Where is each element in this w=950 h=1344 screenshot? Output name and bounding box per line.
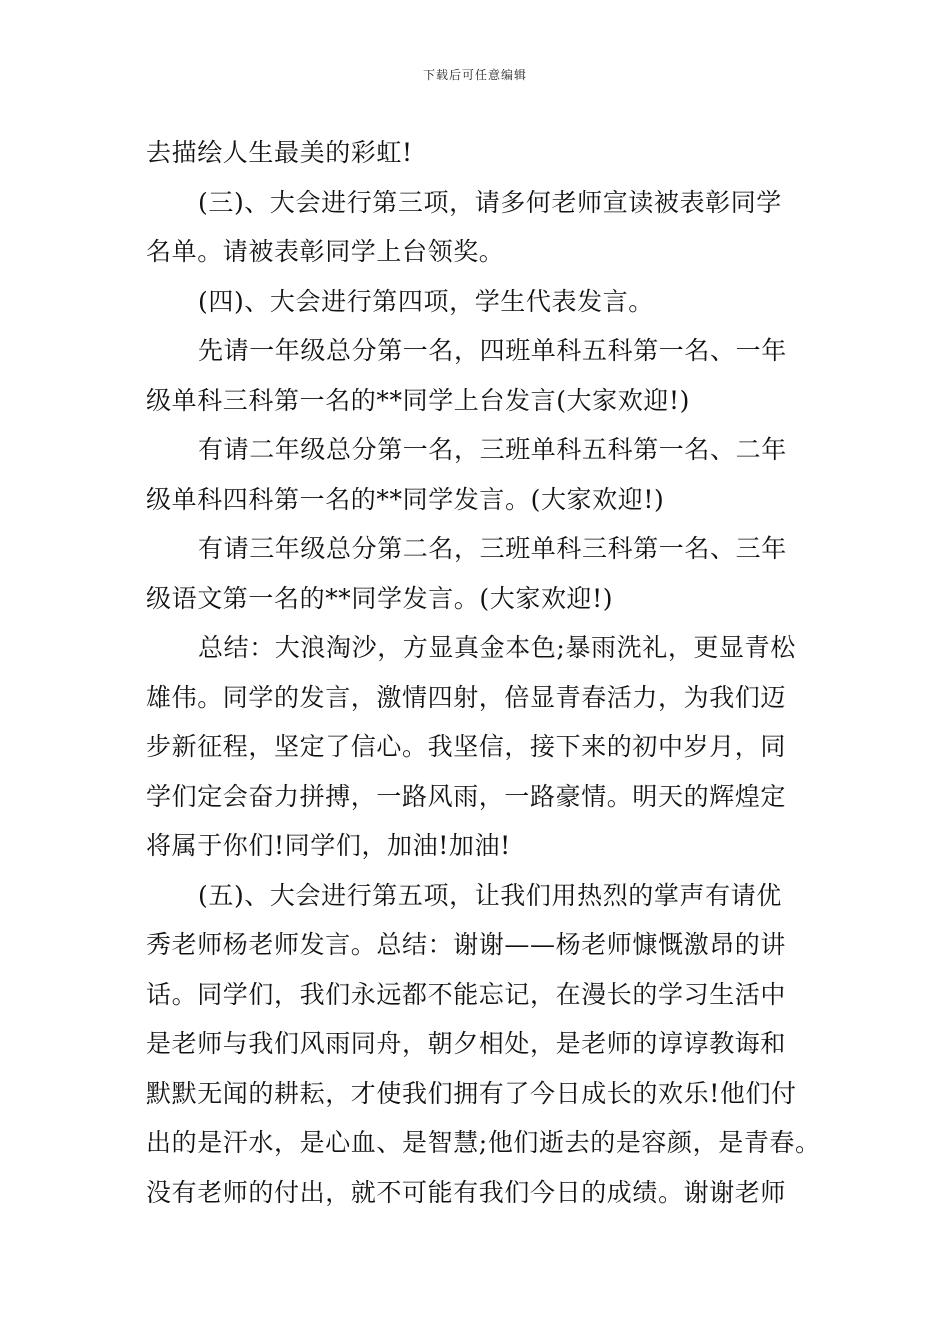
text-line: 默默无闻的耕耘，才使我们拥有了今日成长的欢乐!他们付: [146, 1078, 797, 1108]
body-text: [146, 128, 836, 1217]
text-line: 步新征程，坚定了信心。我坚信，接下来的初中岁月，同: [146, 732, 787, 761]
text-line: 出的是汗水，是心血、是智慧;他们逝去的是容颜，是青春。: [146, 1128, 821, 1157]
text-line: 学们定会奋力拼搏，一路风雨，一路豪情。明天的辉煌定: [146, 781, 787, 811]
text-line: (五)、大会进行第五项，让我们用热烈的掌声有请优: [198, 880, 782, 910]
text-line: 先请一年级总分第一名，四班单科五科第一名、一年: [198, 336, 787, 365]
text-line: 没有老师的付出，就不可能有我们今日的成绩。谢谢老师: [146, 1177, 787, 1207]
text-line: (四)、大会进行第四项，学生代表发言。: [198, 286, 654, 316]
text-line: 名单。请被表彰同学上台领奖。: [146, 237, 505, 266]
text-line: 级语文第一名的**同学发言。(大家欢迎!): [146, 583, 614, 613]
text-line: 雄伟。同学的发言，激情四射，倍显青春活力，为我们迈: [146, 682, 787, 712]
text-line: 级单科四科第一名的**同学发言。(大家欢迎!): [146, 484, 665, 514]
text-line: 级单科三科第一名的**同学上台发言(大家欢迎!): [146, 385, 690, 415]
text-line: 秀老师杨老师发言。总结：谢谢——杨老师慷慨激昂的讲: [146, 930, 787, 959]
header-note: 下载后可任意编辑: [422, 68, 527, 82]
text-line: 去描绘人生最美的彩虹!: [146, 138, 413, 167]
text-line: 有请三年级总分第二名，三班单科三科第一名、三年: [198, 534, 787, 563]
text-line: (三)、大会进行第三项，请多何老师宣读被表彰同学: [198, 187, 782, 217]
text-line: 有请二年级总分第一名，三班单科五科第一名、二年: [198, 435, 787, 464]
text-line: 总结：大浪淘沙，方显真金本色;暴雨洗礼，更显青松: [198, 633, 796, 662]
text-line: 话。同学们，我们永远都不能忘记，在漫长的学习生活中: [146, 979, 787, 1009]
text-line: 将属于你们!同学们，加油!加油!: [146, 831, 511, 860]
text-line: 是老师与我们风雨同舟，朝夕相处，是老师的谆谆教诲和: [146, 1029, 787, 1058]
